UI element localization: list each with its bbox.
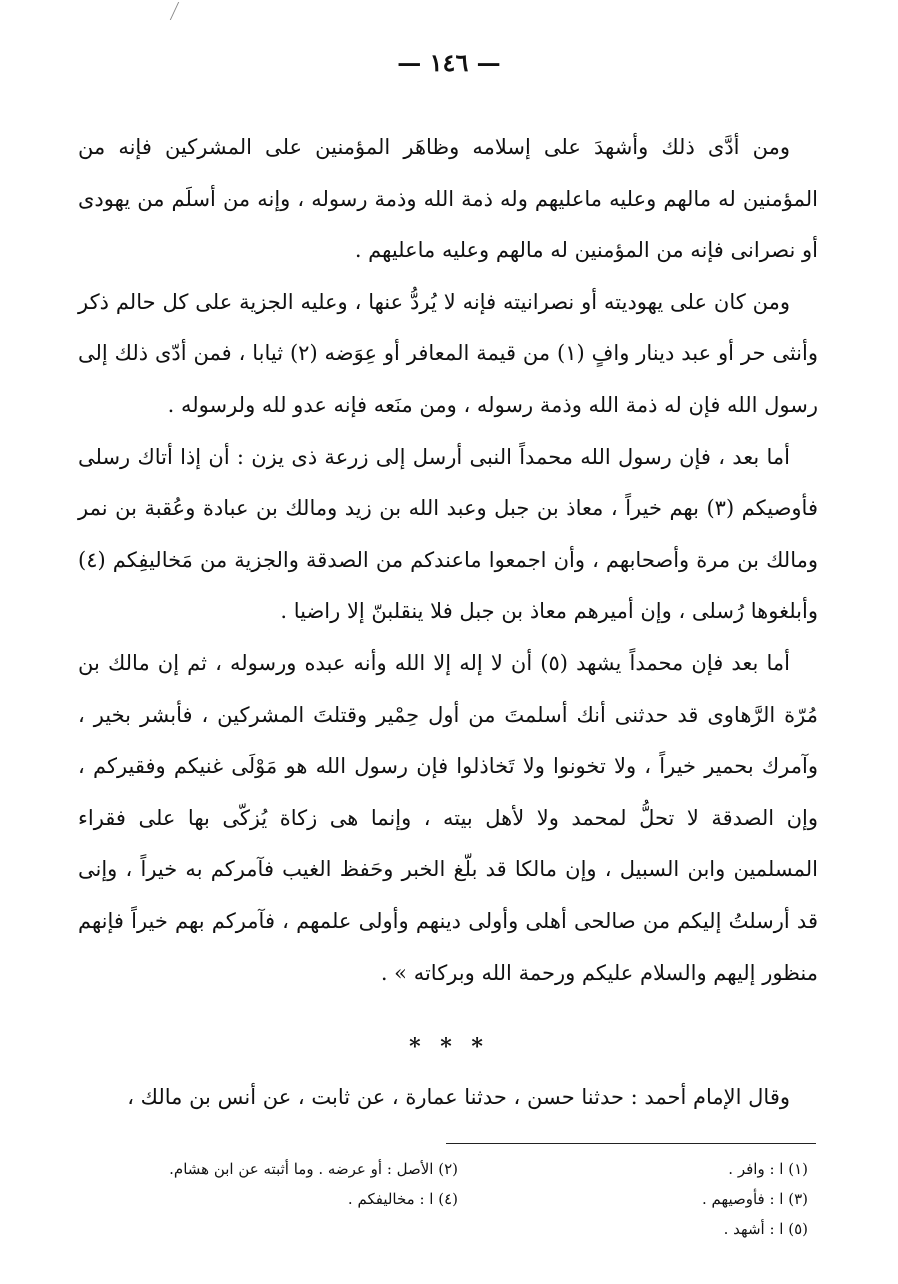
page-number: — ١٤٦ — [397,48,501,77]
paragraph-3 [78,432,818,638]
paragraph-4-text: أما بعد فإن محمداً يشهد (٥) أن لا إله إلا الله وأنه عبده ورسوله ، ثم إن مالك بن مُرّة الرَّهاوى قد حدثنى أنك أسلمتَ من أول حِمْير وقتلتَ المشركين ، فأبشر بخير ، وآمرك بحمير خيراً ، ولا تخونوا ولا تَخاذلوا فإن رسول الله هو مَوْلَى غنيكم وفقيركم ، وإن الصدقة لا تحلُّ لمحمد ولا لأهل بيته ، وإنما هى زكاة يُزكّى بها على فقراء المسلمين وابن السبيل ، وإن مالكا قد بلّغ الخبر وحَفظ الغيب فآمركم به خيراً ، وإنى قد أرسلتُ إليكم من صالحى أهلى وأولى دينهم وأولى علمهم ، فآمركم بهم خيراً فإنهم منظور إليهم والسلام عليكم ورحمة الله وبركاته » . [78,650,818,985]
footnote-2: (٢) الأصل : أو عرضه . وما أثبته عن ابن هشام. [169,1160,458,1178]
paragraph-2-text: ومن كان على يهوديته أو نصرانيته فإنه لا يُردُّ عنها ، وعليه الجزية على كل حالم ذكر وأنثى حر أو عبد دينار وافٍ (١) من قيمة المعافر أو عِوَضه (٢) ثيابا ، فمن أدّى ذلك إلى رسول الله فإن له ذمة الله وذمة رسوله ، ومن منَعه فإنه عدو لله ولرسوله . [78,289,818,417]
paragraph-3-text: أما بعد ، فإن رسول الله محمداً النبى أرسل إلى زرعة ذى يزن : أن إذا أتاك رسلى فأوصيكم (٣) بهم خيراً ، معاذ بن جبل وعبد الله بن زيد ومالك بن عبادة وعُقبة بن نمر ومالك بن مرة وأصحابهم ، وأن اجمعوا ماعندكم من الصدقة والجزية من مَخاليفِكم (٤) وأبلغوها رُسلى ، وإن أميرهم معاذ بن جبل فلا ينقلبنّ إلا راضيا . [78,444,818,624]
closing-line [78,1085,818,1109]
paragraph-4 [78,638,818,999]
scan-mark [170,2,191,20]
body-text [78,122,818,999]
closing-line-text: وقال الإمام أحمد : حدثنا حسن ، حدثنا عمارة ، عن ثابت ، عن أنس بن مالك ، [127,1085,790,1109]
section-separator: * * * [409,1034,489,1060]
footnote-4: (٤) ا : مخاليفكم . [347,1190,458,1208]
footnote-rule [446,1143,816,1144]
footnote-1: (١) ا : وافر . [728,1160,808,1178]
paragraph-2 [78,277,818,432]
footnote-3: (٣) ا : فأوصيهم . [702,1190,808,1208]
footnote-5: (٥) ا : أشهد . [723,1220,808,1238]
paragraph-1 [78,122,818,277]
paragraph-1-text: ومن أدَّى ذلك وأشهدَ على إسلامه وظاهَر المؤمنين على المشركين فإنه من المؤمنين له مالهم وعليه ماعليهم وله ذمة الله وذمة رسوله ، وإنه من أسلَم من يهودى أو نصرانى فإنه من المؤمنين له مالهم وعليه ماعليهم . [78,135,818,263]
